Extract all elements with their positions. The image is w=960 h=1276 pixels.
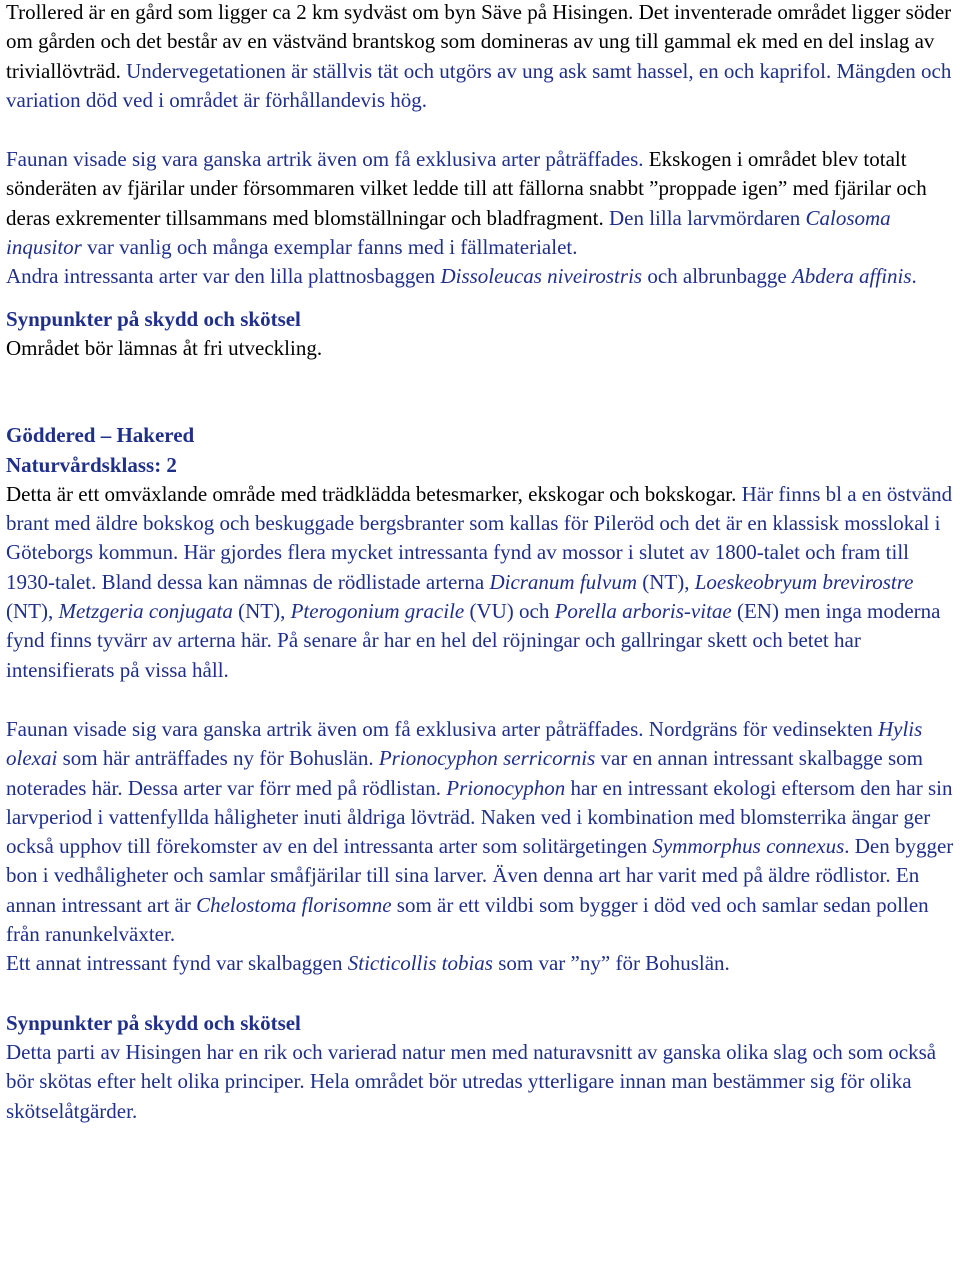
fauna-text: som var ”ny” för Bohuslän. bbox=[492, 951, 730, 976]
species-name: Abdera affinis bbox=[791, 264, 912, 289]
fauna-text: var vanlig och många exemplar fanns med i fällmaterialet. bbox=[81, 235, 578, 260]
care-text: Detta parti av Hisingen har en rik och varierad natur men med naturavsnitt av ganska olika slag och som också bör skötas efter helt olika principer. bbox=[6, 1039, 937, 1094]
fauna-text: Naken ved i kombination med blomsterrika ängar ger också upphov till förekomster av en del intressanta arter som solitärgetingen bbox=[6, 804, 931, 859]
fauna-text: har en intressant ekologi eftersom den har sin larvperiod i vattenfyllda håligheter inuti åldriga lövträd. bbox=[6, 775, 953, 829]
fauna-text: Även denna art har varit med på äldre rödlistor. bbox=[487, 863, 891, 888]
fauna-text: Andra intressanta arter var den lilla plattnosbaggen bbox=[6, 264, 441, 289]
fauna-text: som är ett vildbi som bygger i död ved och samlar sedan pollen från ranunkelväxter. bbox=[6, 892, 929, 947]
fauna-text: Den lilla larvmördaren bbox=[603, 205, 806, 230]
fauna-text: Den bygger bon i vedhåligheter och samlar småfjärilar till sina larver. bbox=[6, 834, 954, 888]
desc-text: På senare år har en hel del röjningar och gallringar skett och betet har intensifierats på vissa håll. bbox=[6, 628, 861, 682]
species-name: Pterogonium gracile bbox=[290, 599, 465, 624]
species-name: Porella arboris-vitae bbox=[554, 599, 732, 624]
fauna-text: var en annan intressant skalbagge som noterades här. bbox=[6, 746, 924, 800]
desc-text: (EN) men inga moderna fynd finns tyvärr av arterna här. bbox=[6, 599, 941, 653]
desc-text: (NT), bbox=[6, 599, 59, 624]
fauna-paragraph-2 bbox=[6, 262, 956, 291]
intro-paragraph bbox=[6, 0, 956, 115]
fauna-text: . bbox=[911, 264, 917, 289]
desc-text: (NT), bbox=[637, 569, 695, 594]
fauna-text: och albrunbagge bbox=[642, 264, 792, 289]
care-text: Hela området bör utredas ytterligare innan man bestämmer sig för olika skötselåtgärder. bbox=[6, 1069, 912, 1123]
care-heading-2: Synpunkter på skydd och skötsel bbox=[6, 1010, 301, 1035]
fauna-paragraph-1 bbox=[6, 145, 956, 262]
care-heading-1: Synpunkter på skydd och skötsel bbox=[6, 306, 301, 331]
fauna-text: En annan intressant art är bbox=[6, 863, 920, 917]
species-name: Dissoleucas niveirostris bbox=[440, 264, 643, 289]
desc-text: Här finns bl a en östvänd brant med äldre bokskog och beskuggade bergsbranter som kallas för Pileröd och det är en klassisk mosslokal i Göteborgs kommun. bbox=[6, 481, 953, 565]
species-name: Prionocyphon serricornis bbox=[378, 746, 596, 771]
fauna-text: Faunan visade sig vara ganska artrik även om få exklusiva arter påträffades. bbox=[6, 147, 644, 172]
species-name: Dicranum fulvum bbox=[489, 569, 638, 594]
care-text-1: Området bör lämnas åt fri utveckling. bbox=[6, 335, 323, 360]
fauna-text: Faunan visade sig vara ganska artrik även om få exklusiva arter påträffades. bbox=[6, 716, 644, 741]
fauna-text: som här anträffades ny för Bohuslän. bbox=[57, 746, 374, 771]
fauna-text: Dessa arter var förr med på rödlistan. bbox=[122, 775, 441, 800]
fauna-text: Nordgräns för vedinsekten bbox=[643, 716, 878, 741]
species-name: Metzgeria conjugata bbox=[58, 599, 233, 624]
fauna-text: Ekskogen i området blev totalt sönderäten av fjärilar under försommaren vilket ledde till att fällorna snabbt ”proppade igen” med fjärilar och deras exkrementer tillsammans med blomställningar och bladfragment. bbox=[6, 147, 927, 230]
care-paragraph-2 bbox=[6, 1038, 956, 1126]
desc-text: Här gjordes flera mycket intressanta fynd av mossor i slutet av 1800-talet och fram till 1930-talet. bbox=[6, 540, 909, 594]
species-name: Calosoma inqusitor bbox=[6, 205, 891, 260]
species-name: Prionocyphon bbox=[446, 775, 566, 800]
fauna-paragraph-3 bbox=[6, 715, 956, 949]
desc-text: Bland dessa kan nämnas de rödlistade arterna bbox=[96, 569, 490, 594]
section-title: Göddered – Hakered bbox=[6, 423, 195, 448]
fauna-paragraph-4 bbox=[6, 949, 956, 978]
desc-text: Detta är ett omväxlande område med trädklädda betesmarker, ekskogar och bokskogar. bbox=[6, 481, 737, 506]
intro-text-2: Undervegetationen är ställvis tät och utgörs av ung ask samt hassel, en och kaprifol. bbox=[120, 58, 832, 83]
document-page bbox=[6, 0, 956, 1126]
species-name: Hylis olexai bbox=[6, 716, 923, 771]
species-name: Sticticollis tobias bbox=[347, 951, 493, 976]
fauna-text: . bbox=[844, 834, 850, 859]
description-paragraph bbox=[6, 480, 956, 685]
species-name: Symmorphus connexus bbox=[652, 834, 845, 859]
intro-text-3: Mängden och variation död ved i området är förhållandevis hög. bbox=[6, 58, 952, 112]
conservation-class: Naturvårdsklass: 2 bbox=[6, 452, 177, 477]
intro-text-1: Trollered är en gård som ligger ca 2 km sydväst om byn Säve på Hisingen. Det inventerade området ligger söder om gården och det består av en västvänd brantskog som domineras av ung till gammal ek med en del inslag av triviallövträd. bbox=[6, 0, 952, 83]
desc-text: (VU) och bbox=[464, 599, 555, 624]
fauna-text: Ett annat intressant fynd var skalbaggen bbox=[6, 951, 348, 976]
species-name: Chelostoma florisomne bbox=[196, 892, 392, 917]
species-name: Loeskeobryum brevirostre bbox=[694, 569, 914, 594]
desc-text: (NT), bbox=[232, 599, 291, 624]
